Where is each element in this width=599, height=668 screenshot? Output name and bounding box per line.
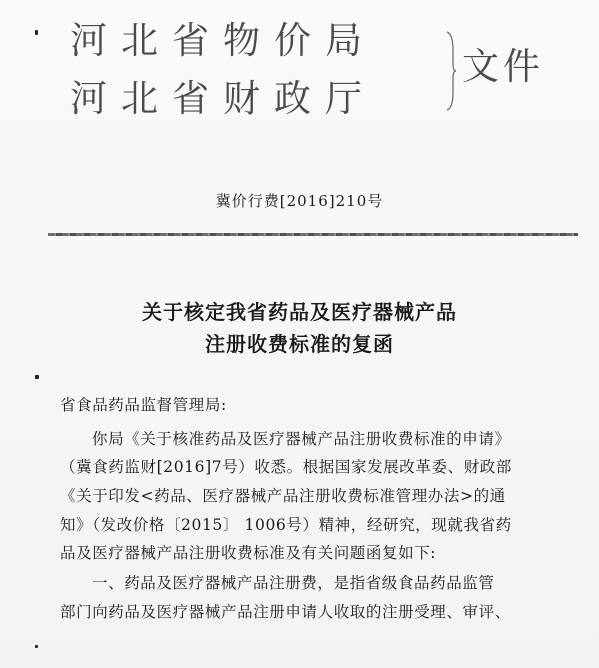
header-divider (48, 233, 578, 236)
scan-speck (35, 375, 39, 379)
recipient: 省食品药品监督管理局: (60, 396, 227, 414)
body-line: 一、药品及医疗器械产品注册费，是指省级食品药品监管 (92, 574, 495, 592)
document-title-line-1: 关于核定我省药品及医疗器械产品 (142, 300, 457, 324)
body-line: 知》（发改价格〔2015〕 1006号）精神，经研究，现就我省药 (60, 516, 512, 534)
issuing-org-1: 河北省物价局 (70, 19, 376, 62)
body-line: 部门向药品及医疗器械产品注册申请人收取的注册受理、审评、 (60, 603, 511, 621)
document-title-line-2: 注册收费标准的复函 (205, 332, 394, 356)
document-type-label: 文件 (462, 45, 544, 88)
scan-speck (35, 645, 38, 648)
issuing-org-2: 河北省财政厅 (70, 77, 376, 120)
body-line: 你局《关于核准药品及医疗器械产品注册收费标准的申请》 (92, 430, 511, 448)
document-number: 冀价行费[2016]210号 (215, 192, 384, 210)
body-line: 《关于印发<药品、医疗器械产品注册收费标准管理办法>的通 (60, 487, 506, 505)
scan-speck (35, 30, 38, 35)
body-line: （冀食药监财[2016]7号）收悉。根据国家发展改革委、财政部 (60, 458, 513, 476)
header-brace (445, 30, 457, 112)
body-line: 品及医疗器械产品注册收费标准及有关问题函复如下: (60, 544, 437, 562)
